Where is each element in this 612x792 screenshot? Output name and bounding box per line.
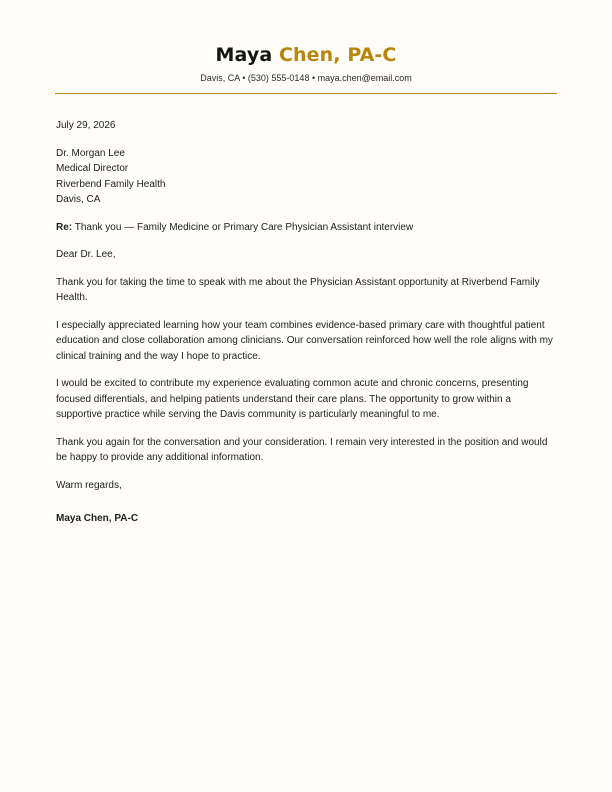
- salutation: Dear Dr. Lee,: [56, 249, 116, 260]
- closing: Warm regards,: [56, 479, 122, 491]
- paragraph-1: Thank you for taking the time to speak with me about the Physician Assistant opportunity at Riverbend Family Health.: [56, 276, 540, 303]
- recipient-title: Medical Director: [56, 163, 129, 174]
- sender-last-name: Chen, PA-C: [279, 44, 397, 66]
- recipient-block: [56, 146, 556, 208]
- paragraph-4: Thank you again for the conversation and your consideration. I remain very interested in the position and would be happy to provide any additional information.: [56, 436, 548, 463]
- letterhead: [0, 42, 612, 84]
- letter-date: July 29, 2026: [56, 120, 116, 131]
- subject-text: Thank you — Family Medicine or Primary Care Physician Assistant interview: [74, 221, 414, 233]
- letter-body: [56, 118, 556, 527]
- sender-first-name: Maya: [215, 44, 273, 66]
- recipient-name: Dr. Morgan Lee: [56, 147, 125, 159]
- recipient-location: Davis, CA: [56, 194, 101, 205]
- subject-line: [56, 220, 556, 236]
- signature: Maya Chen, PA-C: [56, 513, 139, 524]
- recipient-organization: Riverbend Family Health: [56, 178, 166, 190]
- subject-label: Re:: [56, 221, 73, 233]
- header-divider: [55, 93, 557, 94]
- sender-contact: Davis, CA • (530) 555-0148 • maya.chen@email.com: [200, 73, 412, 83]
- paragraph-3: I would be excited to contribute my experience evaluating common acute and chronic concerns, presenting focused differentials, and helping patients understand their care plans. The opportunity to grow within a supportive practice while serving the Davis community is particularly meaningful to me.: [56, 378, 529, 420]
- sender-name: [0, 42, 612, 68]
- paragraph-2: I especially appreciated learning how your team combines evidence-based primary care with thoughtful patient education and close collaboration among clinicians. Our conversation reinforced how well the role aligns with my clinical training and the way I hope to practice.: [56, 319, 553, 362]
